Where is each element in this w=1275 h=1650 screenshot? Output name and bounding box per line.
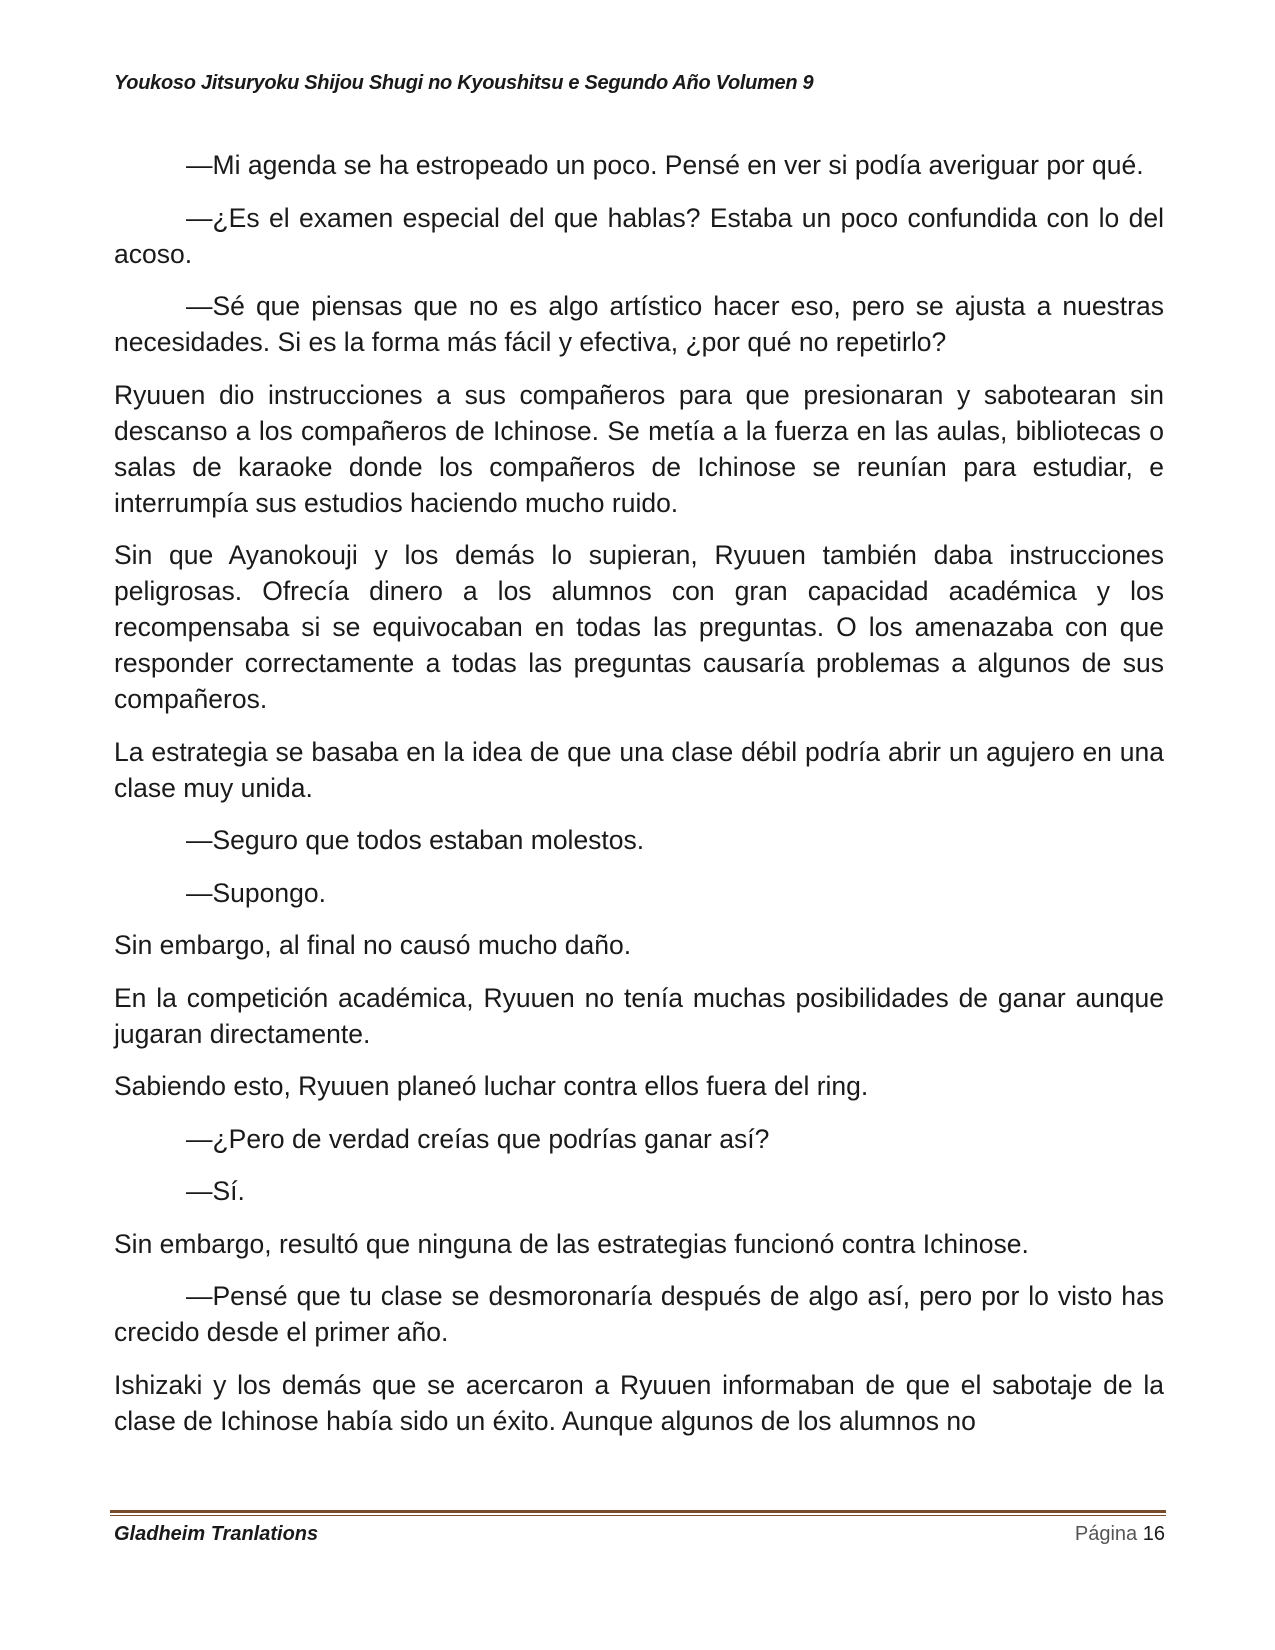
body-text bbox=[114, 147, 1164, 1455]
narration-paragraph: Sin embargo, al final no causó mucho daño. bbox=[114, 930, 632, 960]
dialogue-paragraph: —Mi agenda se ha estropeado un poco. Pensé en ver si podía averiguar por qué. bbox=[186, 150, 1144, 180]
narration-paragraph: Ishizaki y los demás que se acercaron a Ryuuen informaban de que el sabotaje de la clase de Ichinose había sido un éxito. Aunque algunos de los alumnos no bbox=[114, 1369, 1164, 1436]
page-label: Página bbox=[1074, 1523, 1138, 1545]
narration-paragraph: Sabiendo esto, Ryuuen planeó luchar contra ellos fuera del ring. bbox=[114, 1071, 869, 1101]
footer-divider bbox=[110, 1510, 1166, 1516]
page-number bbox=[1075, 1523, 1165, 1546]
page-number-value: 16 bbox=[1142, 1523, 1165, 1545]
dialogue-paragraph: —Sé que piensas que no es algo artístico hacer eso, pero se ajusta a nuestras necesidades. Si es la forma más fácil y efectiva, ¿por qué no repetirlo? bbox=[114, 291, 1164, 357]
dialogue-paragraph: —¿Es el examen especial del que hablas? Estaba un poco confundida con lo del acoso. bbox=[114, 202, 1164, 269]
narration-paragraph: Sin que Ayanokouji y los demás lo supieran, Ryuuen también daba instrucciones peligrosas. Ofrecía dinero a los alumnos con gran capacidad académica y los recompensaba si se equivocaban en todas las preguntas. O los amenazaba con que responder correctamente a todas las preguntas causaría problemas a algunos de sus compañeros. bbox=[114, 540, 1164, 714]
running-header: Youkoso Jitsuryoku Shijou Shugi no Kyoushitsu e Segundo Año Volumen 9 bbox=[114, 72, 814, 94]
narration-paragraph: En la competición académica, Ryuuen no tenía muchas posibilidades de ganar aunque jugaran directamente. bbox=[114, 982, 1164, 1049]
narration-paragraph: Ryuuen dio instrucciones a sus compañeros para que presionaran y sabotearan sin descanso a los compañeros de Ichinose. Se metía a la fuerza en las aulas, bibliotecas o salas de karaoke donde los compañeros de Ichinose se reunían para estudiar, e interrumpía sus estudios haciendo mucho ruido. bbox=[114, 379, 1164, 518]
dialogue-paragraph: —Seguro que todos estaban molestos. bbox=[186, 825, 645, 855]
dialogue-paragraph: —Supongo. bbox=[186, 877, 326, 908]
dialogue-paragraph: —Sí. bbox=[186, 1176, 245, 1206]
narration-paragraph: Sin embargo, resultó que ninguna de las estrategias funcionó contra Ichinose. bbox=[114, 1228, 1029, 1259]
dialogue-paragraph: —¿Pero de verdad creías que podrías ganar así? bbox=[186, 1123, 770, 1154]
footer-credit: Gladheim Tranlations bbox=[114, 1523, 319, 1545]
dialogue-paragraph: —Pensé que tu clase se desmoronaría después de algo así, pero por lo visto has crecido desde el primer año. bbox=[114, 1281, 1164, 1347]
narration-paragraph: La estrategia se basaba en la idea de que una clase débil podría abrir un agujero en una clase muy unida. bbox=[114, 736, 1164, 803]
